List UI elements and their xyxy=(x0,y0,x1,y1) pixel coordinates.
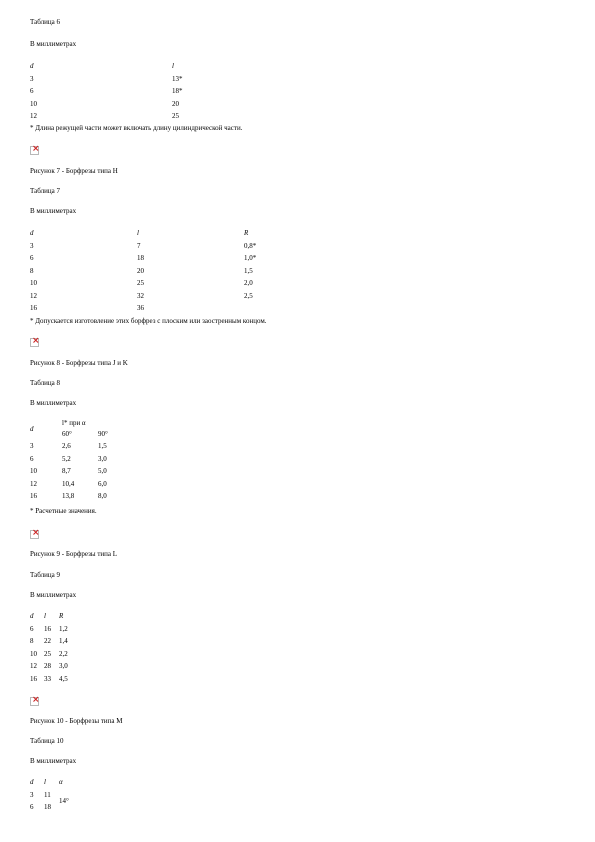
table-9-units: В миллиметрах xyxy=(30,591,77,599)
figure-8-caption: Рисунок 8 - Борфрезы типа J и K xyxy=(30,359,128,367)
cell: 13,8 xyxy=(62,492,75,500)
cell: 6 xyxy=(30,254,34,262)
cell: 32 xyxy=(137,291,144,300)
cell: 1,5 xyxy=(98,442,107,450)
header-90: 90° xyxy=(98,430,108,438)
cell: 22 xyxy=(44,637,51,645)
header-l-alpha: l* при α xyxy=(62,419,86,427)
cell: 7 xyxy=(137,241,141,250)
cell: 3 xyxy=(30,74,34,83)
cell: 12 xyxy=(30,479,37,488)
cell: 16 xyxy=(44,624,51,633)
table-8-note: * Расчетные значения. xyxy=(30,507,97,515)
cell: 16 xyxy=(30,674,37,683)
table-8 xyxy=(30,418,138,503)
table-8-units: В миллиметрах xyxy=(30,399,77,407)
figure-7-caption: Рисунок 7 - Борфрезы типа H xyxy=(30,167,118,175)
table-row xyxy=(30,478,138,491)
header-d: d xyxy=(30,62,34,70)
cell: 1,0* xyxy=(244,254,257,262)
cell: 25 xyxy=(44,649,51,658)
cell: 3 xyxy=(30,241,34,250)
table-row xyxy=(30,252,304,265)
cell: 10,4 xyxy=(62,479,75,488)
table-row xyxy=(30,290,304,303)
cell: 33 xyxy=(44,674,51,683)
table-9-title: Таблица 9 xyxy=(30,571,60,579)
cell: 6 xyxy=(30,87,34,95)
broken-image-icon xyxy=(30,338,39,347)
table-row xyxy=(30,277,304,290)
cell: 10 xyxy=(30,649,37,658)
table-6-units: В миллиметрах xyxy=(30,40,77,48)
table-header-row xyxy=(30,776,79,789)
cell: 3 xyxy=(30,790,34,799)
table-header-row xyxy=(30,60,232,73)
header-60: 60° xyxy=(62,430,72,438)
table-row xyxy=(30,73,232,86)
table-row xyxy=(30,265,304,278)
header-d: d xyxy=(30,425,34,433)
table-row xyxy=(30,660,79,673)
table-row xyxy=(30,635,79,648)
header-l: l xyxy=(44,612,46,620)
figure-10-caption: Рисунок 10 - Борфрезы типа M xyxy=(30,717,123,725)
cell: 6 xyxy=(30,803,34,811)
header-d: d xyxy=(30,778,34,786)
cell: 8,7 xyxy=(62,467,71,475)
cell: 2,2 xyxy=(59,649,68,658)
cell-alpha-merged: 14° xyxy=(59,796,69,805)
table-9 xyxy=(30,610,79,685)
cell: 10 xyxy=(30,467,37,475)
table-10 xyxy=(30,776,79,814)
cell: 6,0 xyxy=(98,479,107,488)
cell: 16 xyxy=(30,304,37,312)
cell: 12 xyxy=(30,291,37,300)
table-row xyxy=(30,240,304,253)
cell: 18 xyxy=(44,803,51,811)
table-6 xyxy=(30,60,232,123)
table-row xyxy=(30,673,79,686)
table-7 xyxy=(30,227,304,315)
header-alpha: α xyxy=(59,778,63,786)
header-l: l xyxy=(137,229,139,237)
header-d: d xyxy=(30,612,34,620)
cell: 13* xyxy=(172,74,183,83)
cell: 12 xyxy=(30,112,37,120)
table-row xyxy=(30,98,232,111)
table-6-title: Таблица 6 xyxy=(30,18,60,26)
table-7-title: Таблица 7 xyxy=(30,187,60,195)
cell: 20 xyxy=(137,266,144,275)
cell: 12 xyxy=(30,662,37,670)
table-row xyxy=(30,110,232,123)
cell: 28 xyxy=(44,662,51,670)
cell: 2,6 xyxy=(62,442,71,450)
cell: 10 xyxy=(30,279,37,287)
table-header-row xyxy=(30,227,304,240)
cell: 0,8* xyxy=(244,241,257,250)
cell: 4,5 xyxy=(59,674,68,683)
table-row xyxy=(30,490,138,503)
header-l: l xyxy=(172,62,174,70)
cell: 1,4 xyxy=(59,637,68,645)
cell: 6 xyxy=(30,624,34,633)
header-l: l xyxy=(44,778,46,786)
cell: 6 xyxy=(30,454,34,463)
cell: 8 xyxy=(30,637,34,645)
cell xyxy=(244,302,304,315)
header-r: R xyxy=(59,612,64,620)
header-d: d xyxy=(30,229,34,237)
table-7-note: * Допускается изготовление этих борфрез с плоским или заостренным концом. xyxy=(30,317,267,325)
cell: 10 xyxy=(30,99,37,108)
cell: 2,5 xyxy=(244,291,253,300)
table-row xyxy=(30,302,304,315)
table-10-units: В миллиметрах xyxy=(30,757,77,765)
cell: 18 xyxy=(137,254,144,262)
cell: 1,2 xyxy=(59,624,68,633)
cell: 36 xyxy=(137,304,144,312)
cell: 5,2 xyxy=(62,454,71,463)
table-row xyxy=(30,648,79,661)
cell: 1,5 xyxy=(244,266,253,275)
broken-image-icon xyxy=(30,697,39,706)
table-row xyxy=(30,789,79,802)
cell: 11 xyxy=(44,790,51,799)
cell: 3,0 xyxy=(59,662,68,670)
table-row xyxy=(30,440,138,453)
table-row xyxy=(30,85,232,98)
cell: 20 xyxy=(172,99,179,108)
header-r: R xyxy=(244,229,249,237)
table-10-title: Таблица 10 xyxy=(30,737,64,745)
table-row xyxy=(30,465,138,478)
cell: 25 xyxy=(172,112,179,120)
cell: 5,0 xyxy=(98,467,107,475)
table-7-units: В миллиметрах xyxy=(30,207,77,215)
table-8-title: Таблица 8 xyxy=(30,379,60,387)
cell: 18* xyxy=(172,87,183,95)
table-header-row xyxy=(30,610,79,623)
table-row xyxy=(30,623,79,636)
table-header-row xyxy=(30,418,138,428)
broken-image-icon xyxy=(30,530,39,539)
cell: 8,0 xyxy=(98,492,107,500)
cell: 25 xyxy=(137,279,144,287)
table-6-note: * Длина режущей части может включать длину цилиндрической части. xyxy=(30,124,243,132)
table-row xyxy=(30,453,138,466)
broken-image-icon xyxy=(30,146,39,155)
cell: 8 xyxy=(30,266,34,275)
cell: 16 xyxy=(30,492,37,500)
figure-9-caption: Рисунок 9 - Борфрезы типа L xyxy=(30,550,118,558)
cell: 2,0 xyxy=(244,279,253,287)
cell: 3,0 xyxy=(98,454,107,463)
cell: 3 xyxy=(30,442,34,450)
